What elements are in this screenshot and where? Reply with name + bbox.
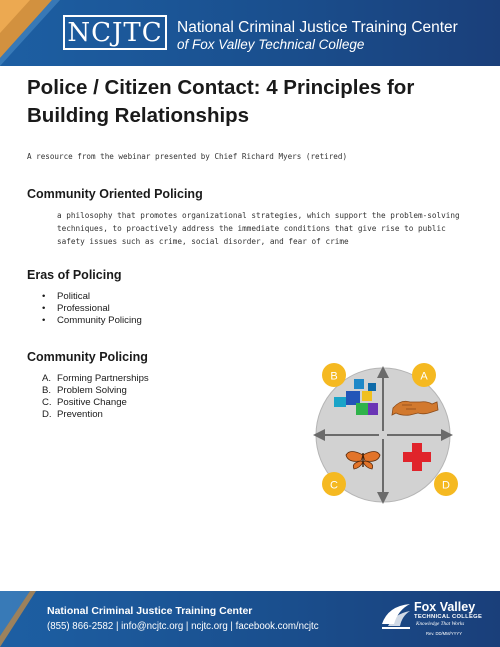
header-sub-college: Fox Valley Technical College — [192, 37, 365, 52]
list-marker: B. — [42, 385, 52, 396]
list-item — [42, 409, 149, 421]
list-item — [42, 291, 142, 303]
page-title: Police / Citizen Contact: 4 Principles for Building Relationships — [27, 76, 415, 127]
list-item — [42, 385, 149, 397]
badge-a — [412, 363, 436, 387]
footer-banner — [0, 591, 500, 647]
header-subtitle — [177, 37, 364, 52]
footer-contact: (855) 866-2582 | info@ncjtc.org | ncjtc.org | facebook.com/ncjtc — [47, 621, 319, 632]
community-list — [42, 373, 149, 421]
list-marker: D. — [42, 409, 52, 420]
header-banner — [0, 0, 500, 66]
header-sub-of: of — [177, 37, 189, 52]
section-heading-community: Community Policing — [27, 350, 148, 364]
cop-definition: a philosophy that promotes organizational strategies, which support the problem-solving techniques, to proactively address the immediate conditions that give rise to public safety issues such as crime, social disorder, and fear of crime — [57, 211, 460, 246]
badge-d — [434, 472, 458, 496]
eras-list — [42, 291, 142, 327]
list-item-text: Community Policing — [57, 315, 142, 326]
fox-valley-tc: TECHNICAL COLLEGE — [414, 614, 483, 620]
badge-b — [322, 363, 346, 387]
revision-date: Rev. DD/MM/YYYY — [426, 631, 462, 636]
fox-valley-tagline: Knowledge That Works — [416, 621, 465, 627]
list-item-text: Positive Change — [57, 397, 127, 408]
page-subtitle: A resource from the webinar presented by Chief Richard Myers (retired) — [27, 152, 348, 161]
header-org-name: National Criminal Justice Training Center — [177, 19, 458, 36]
badge-c — [322, 472, 346, 496]
footer-org-name: National Criminal Justice Training Center — [47, 605, 253, 617]
badge-c-label: C — [330, 479, 338, 492]
section-heading-cop: Community Oriented Policing — [27, 187, 203, 201]
fox-valley-name: Fox Valley — [414, 600, 476, 614]
ncjtc-logo — [63, 15, 167, 50]
fox-valley-logo — [380, 601, 488, 641]
list-item — [42, 315, 142, 327]
four-principles-graphic — [306, 355, 476, 515]
badge-b-label: B — [330, 370, 338, 383]
badge-a-label: A — [420, 370, 428, 383]
list-item — [42, 303, 142, 315]
list-marker: A. — [42, 373, 52, 384]
bullet-icon: • — [42, 303, 46, 314]
list-item-text: Prevention — [57, 409, 103, 420]
fox-valley-mark-icon — [380, 602, 412, 630]
list-item-text: Problem Solving — [57, 385, 127, 396]
bullet-icon: • — [42, 291, 46, 302]
bullet-icon: • — [42, 315, 46, 326]
list-item-text: Forming Partnerships — [57, 373, 149, 384]
list-item — [42, 397, 149, 409]
list-marker: C. — [42, 397, 52, 408]
badge-d-label: D — [442, 479, 450, 492]
section-heading-eras: Eras of Policing — [27, 268, 122, 282]
ncjtc-logo-text: NCJTC — [67, 17, 163, 48]
list-item-text: Political — [57, 291, 91, 302]
list-item-text: Professional — [57, 303, 110, 314]
list-item — [42, 373, 149, 385]
